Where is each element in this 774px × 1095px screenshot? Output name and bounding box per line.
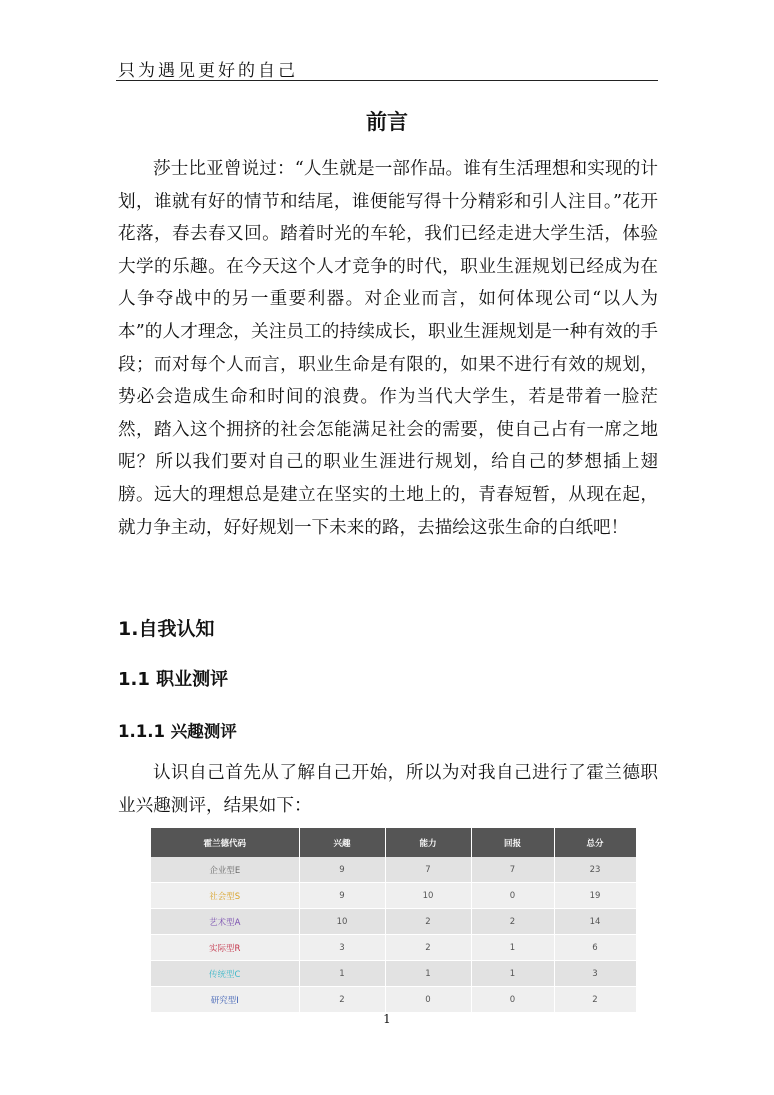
table-row <box>151 883 636 909</box>
score-cell: 7 <box>385 857 471 883</box>
score-cell: 7 <box>471 857 554 883</box>
table-header-cell: 霍兰德代码 <box>151 828 299 857</box>
score-cell: 1 <box>385 961 471 987</box>
score-cell: 3 <box>299 935 385 961</box>
section-heading-1-1: 1.1 职业测评 <box>118 669 229 690</box>
score-cell: 10 <box>385 883 471 909</box>
score-cell: 19 <box>554 883 636 909</box>
score-cell: 2 <box>385 909 471 935</box>
table-row <box>151 857 636 883</box>
holland-results-table <box>151 828 636 1013</box>
score-cell: 0 <box>471 883 554 909</box>
score-cell: 2 <box>554 987 636 1013</box>
page-header: 只为遇见更好的自己 <box>118 61 298 81</box>
score-cell: 2 <box>471 909 554 935</box>
score-cell: 0 <box>471 987 554 1013</box>
holland-code-cell: 艺术型A <box>151 909 299 935</box>
score-cell: 6 <box>554 935 636 961</box>
score-cell: 0 <box>385 987 471 1013</box>
holland-code-cell: 实际型R <box>151 935 299 961</box>
score-cell: 2 <box>299 987 385 1013</box>
score-cell: 9 <box>299 883 385 909</box>
header-divider <box>116 80 658 81</box>
page-number: 1 <box>383 1012 391 1026</box>
section-heading-1: 1.自我认知 <box>118 618 215 640</box>
score-cell: 3 <box>554 961 636 987</box>
table-header-cell: 兴趣 <box>299 828 385 857</box>
section-heading-1-1-1: 1.1.1 兴趣测评 <box>118 722 237 741</box>
table-header-cell: 总分 <box>554 828 636 857</box>
score-cell: 9 <box>299 857 385 883</box>
holland-code-cell: 企业型E <box>151 857 299 883</box>
holland-code-cell: 社会型S <box>151 883 299 909</box>
table-header-cell: 能力 <box>385 828 471 857</box>
table-header-row <box>151 828 636 857</box>
page-title: 前言 <box>366 110 408 134</box>
interest-test-paragraph: 认识自己首先从了解自己开始，所以为对我自己进行了霍兰德职业兴趣测评，结果如下： <box>118 763 658 816</box>
table-row <box>151 987 636 1013</box>
table-header-cell: 回报 <box>471 828 554 857</box>
score-cell: 1 <box>471 935 554 961</box>
table-row <box>151 909 636 935</box>
holland-code-cell: 研究型I <box>151 987 299 1013</box>
holland-code-cell: 传统型C <box>151 961 299 987</box>
score-cell: 1 <box>299 961 385 987</box>
score-cell: 10 <box>299 909 385 935</box>
score-cell: 14 <box>554 909 636 935</box>
intro-paragraph: 莎士比亚曾说过：“人生就是一部作品。谁有生活理想和实现的计划，谁就有好的情节和结尾，谁便能写得十分精彩和引人注目。”花开花落，春去春又回。踏着时光的车轮，我们已经走进大学生活，体验大学的乐趣。在今天这个人才竞争的时代，职业生涯规划已经成为在人争夺战中的另一重要利器。对企业而言，如何体现公司“以人为本”的人才理念，关注员工的持续成长，职业生涯规划是一种有效的手段；而对每个人而言，职业生命是有限的，如果不进行有效的规划，势必会造成生命和时间的浪费。作为当代大学生，若是带着一脸茫然，踏入这个拥挤的社会怎能满足社会的需要，使自己占有一席之地呢？所以我们要对自己的职业生涯进行规划，给自己的梦想插上翅膀。远大的理想总是建立在坚实的土地上的，青春短暂，从现在起，就力争主动，好好规划一下未来的路，去描绘这张生命的白纸吧！ <box>118 159 658 538</box>
score-cell: 1 <box>471 961 554 987</box>
table-row <box>151 935 636 961</box>
score-cell: 23 <box>554 857 636 883</box>
table-row <box>151 961 636 987</box>
score-cell: 2 <box>385 935 471 961</box>
